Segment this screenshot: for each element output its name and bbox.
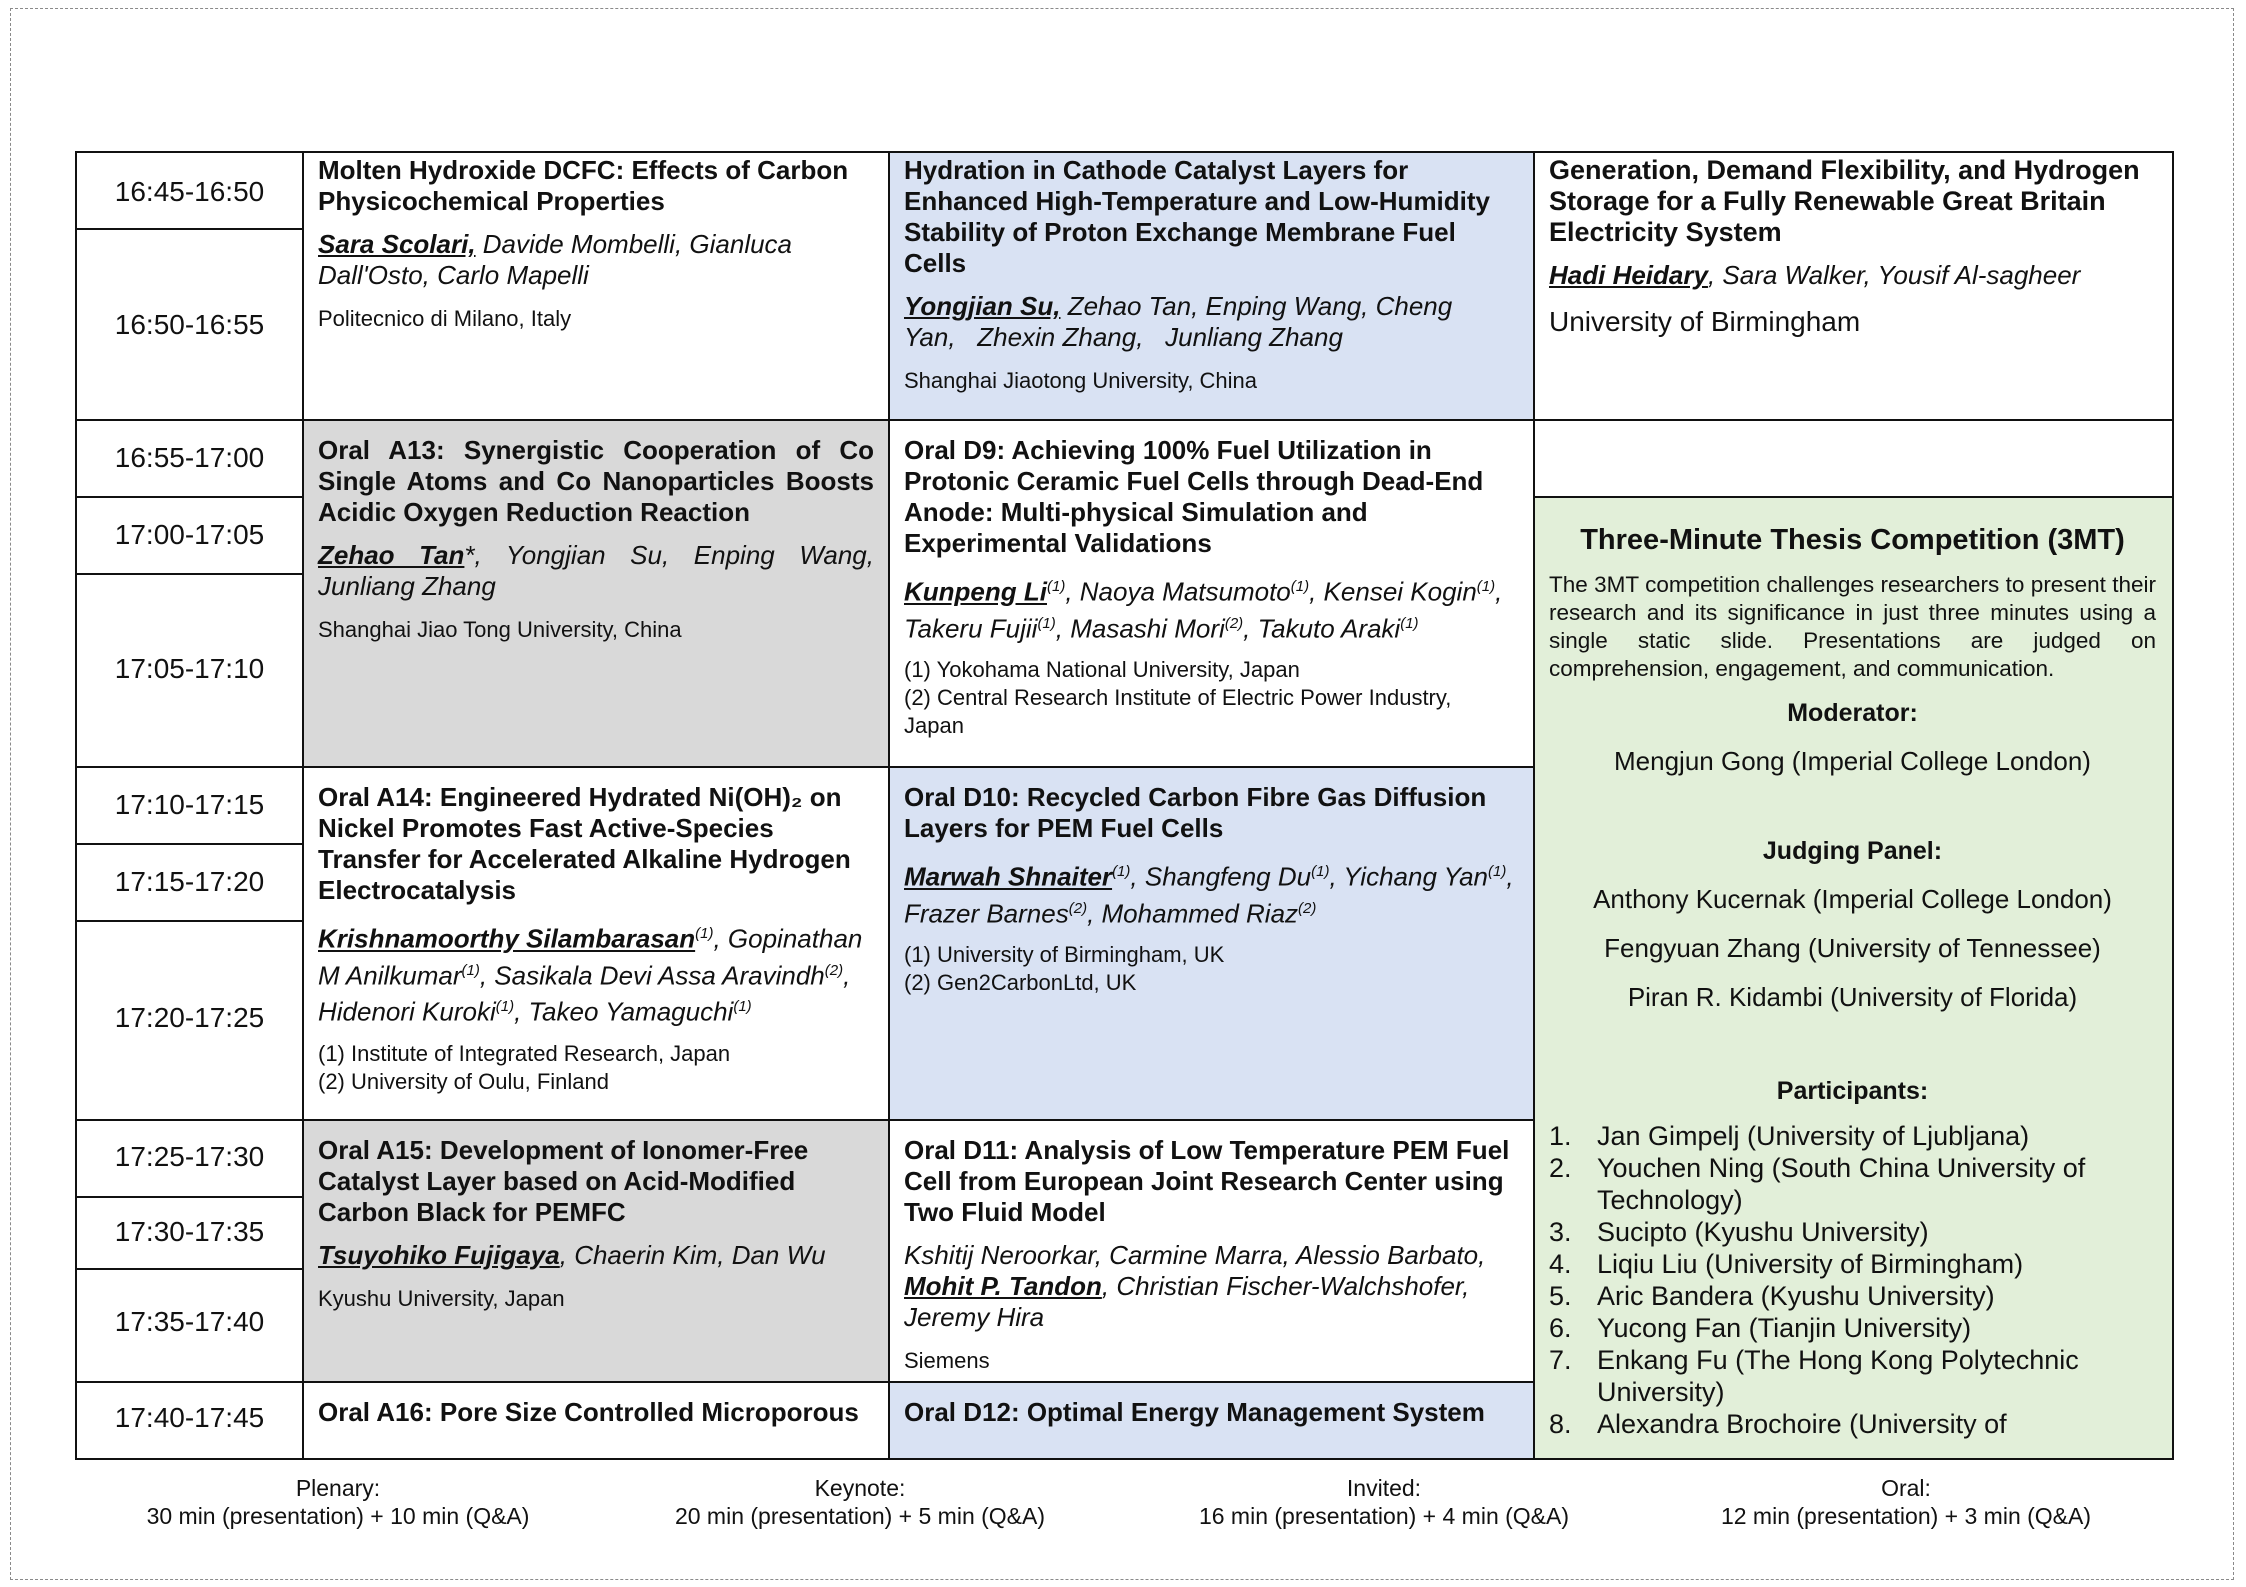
footer-plenary: Plenary: 30 min (presentation) + 10 min (Q&A) <box>146 1475 530 1529</box>
moderator-name: Mengjun Gong (Imperial College London) <box>1614 746 2091 776</box>
session-a16 <box>304 1383 890 1458</box>
session-title: Oral D12: Optimal Energy Management System <box>904 1397 1485 1427</box>
time-slot: 16:45-16:50 <box>114 176 265 207</box>
session-authors: Zehao Tan*, Yongjian Su, Enping Wang, Junliang Zhang <box>318 540 874 601</box>
time-slot: 17:00-17:05 <box>114 519 265 550</box>
three-minute-thesis-panel <box>1535 498 2172 1458</box>
session-title: Hydration in Cathode Catalyst Layers for Enhanced High-Temperature and Low-Humidity Stability of Proton Exchange Membrane Fuel Cells <box>904 155 1491 278</box>
participant-item: 6. Yucong Fan (Tianjin University) <box>1549 1313 1972 1343</box>
session-authors: Kshitij Neroorkar, Carmine Marra, Alessio Barbato, Mohit P. Tandon, Christian Fischer-Walchshofer, Jeremy Hira <box>904 1240 1486 1332</box>
presenter-name: Tsuyohiko Fujigaya <box>318 1240 560 1270</box>
session-authors: Yongjian Su, Zehao Tan, Enping Wang, Cheng Yan, Zhexin Zhang, Junliang Zhang <box>904 291 1453 352</box>
session-title: Oral D11: Analysis of Low Temperature PEM Fuel Cell from European Joint Research Center using Two Fluid Model <box>904 1135 1510 1227</box>
participant-item: 3. Sucipto (Kyushu University) <box>1549 1217 1929 1247</box>
session-title: Oral A15: Development of Ionomer-Free Catalyst Layer based on Acid-Modified Carbon Black for PEMFC <box>318 1135 809 1227</box>
tmt-description: The 3MT competition challenges researchers to present their research and its significance in just three minutes using a single static slide. Presentations are judged on comprehension, engagement, and communication. <box>1549 572 2156 681</box>
footer-invited: Invited: 16 min (presentation) + 4 min (Q&A) <box>1198 1475 1570 1529</box>
session-authors: Tsuyohiko Fujigaya, Chaerin Kim, Dan Wu <box>318 1240 826 1270</box>
time-slot: 16:50-16:55 <box>114 309 265 340</box>
session-affiliation: University of Birmingham <box>1549 306 1861 337</box>
session-d10 <box>890 768 1533 1119</box>
tmt-title: Three-Minute Thesis Competition (3MT) <box>1580 524 2125 556</box>
time-slot: 17:35-17:40 <box>114 1306 265 1337</box>
session-affiliation: Politecnico di Milano, Italy <box>318 306 572 331</box>
participants-heading: Participants: <box>1776 1077 1929 1105</box>
time-slot: 17:40-17:45 <box>114 1402 265 1433</box>
time-slot: 17:25-17:30 <box>114 1141 265 1172</box>
session-d9 <box>890 421 1533 766</box>
session-a14 <box>304 768 890 1119</box>
session-d11 <box>890 1121 1533 1381</box>
session-authors: Marwah Shnaiter$^{(1)}$, Shangfeng Du$^{(1)}$, Yichang Yan$^{(1)}$, Frazer Barnes$^{(2)}$, Mohammed Riaz$^{(2)}$ <box>904 861 1514 929</box>
session-title: Molten Hydroxide DCFC: Effects of Carbon Physicochemical Properties <box>318 155 849 216</box>
time-slot: 17:15-17:20 <box>114 866 265 897</box>
session-r-s1 <box>1535 153 2172 419</box>
moderator-heading: Moderator: <box>1787 699 1918 727</box>
session-title: Oral A13: Synergistic Cooperation of Co Single Atoms and Co Nanoparticles Boosts Acidic Oxygen Reduction Reaction <box>318 435 874 527</box>
judge-item: Anthony Kucernak (Imperial College London) <box>1593 884 2112 914</box>
session-title: Oral D10: Recycled Carbon Fibre Gas Diffusion Layers for PEM Fuel Cells <box>904 782 1487 843</box>
time-slot: 16:55-17:00 <box>114 442 265 473</box>
participant-item: 1. Jan Gimpelj (University of Ljubljana) <box>1549 1121 2030 1151</box>
judge-item: Fengyuan Zhang (University of Tennessee) <box>1604 933 2101 963</box>
session-affiliation: Shanghai Jiao Tong University, China <box>318 617 682 642</box>
presenter-name: Sara Scolari, <box>318 229 476 259</box>
session-authors: Kunpeng Li$^{(1)}$, Naoya Matsumoto$^{(1)}$, Kensei Kogin$^{(1)}$, Takeru Fujii$^{(1)}$, Masashi Mori$^{(2)}$, Takuto Araki$^{(1)}$ <box>904 576 1503 644</box>
judges-heading: Judging Panel: <box>1762 837 1943 865</box>
time-slot: 17:10-17:15 <box>114 789 265 820</box>
session-title: Oral A16: Pore Size Controlled Microporous <box>318 1397 859 1427</box>
session-affiliation: Shanghai Jiaotong University, China <box>904 368 1258 393</box>
session-affiliation: Siemens <box>904 1348 990 1373</box>
session-d12 <box>890 1383 1533 1458</box>
participant-item: 4. Liqiu Liu (University of Birmingham) <box>1549 1249 2024 1279</box>
time-slot: 17:30-17:35 <box>114 1216 265 1247</box>
participant-item: 8. Alexandra Brochoire (University of <box>1549 1409 2007 1439</box>
session-d-s1 <box>890 153 1533 419</box>
session-title: Oral D9: Achieving 100% Fuel Utilization in Protonic Ceramic Fuel Cells through Dead-End Anode: Multi-physical Simulation and Experimental Validations <box>904 435 1484 558</box>
participant-item: 2. Youchen Ning (South China University of Technology) <box>1549 1153 2086 1215</box>
presenter-name: Mohit P. Tandon <box>904 1271 1102 1301</box>
presenter-name: Zehao Tan <box>318 540 465 570</box>
session-affiliation: (1) Institute of Integrated Research, Japan (2) University of Oulu, Finland <box>318 1040 731 1094</box>
session-authors: Hadi Heidary, Sara Walker, Yousif Al-sagheer <box>1549 260 2081 290</box>
session-a-s1 <box>304 153 890 419</box>
presenter-name: Kunpeng Li <box>904 576 1047 607</box>
session-affiliation: (1) Yokohama National University, Japan (2) Central Research Institute of Electric Power Industry, Japan <box>904 657 1452 739</box>
time-slot: 17:05-17:10 <box>114 653 265 684</box>
time-slot: 17:20-17:25 <box>114 1002 265 1033</box>
footer-oral: Oral: 12 min (presentation) + 3 min (Q&A) <box>1720 1475 2092 1529</box>
presenter-name: Yongjian Su, <box>904 291 1061 321</box>
session-title: Generation, Demand Flexibility, and Hydrogen Storage for a Fully Renewable Great Britain Electricity System <box>1549 155 2140 247</box>
session-a13 <box>304 421 890 766</box>
footer-keynote: Keynote: 20 min (presentation) + 5 min (Q&A) <box>674 1475 1046 1529</box>
session-affiliation: (1) University of Birmingham, UK (2) Gen2CarbonLtd, UK <box>904 942 1225 996</box>
participants-list <box>1549 1120 2156 1440</box>
judge-item: Piran R. Kidambi (University of Florida) <box>1627 982 2078 1012</box>
session-title: Oral A14: Engineered Hydrated Ni(OH)₂ on Nickel Promotes Fast Active-Species Transfer for Accelerated Alkaline Hydrogen Electrocatalysis <box>318 782 851 905</box>
session-authors: Krishnamoorthy Silambarasan$^{(1)}$, Gopinathan M Anilkumar$^{(1)}$, Sasikala Devi Assa Aravindh$^{(2)}$, Hidenori Kuroki$^{(1)}$, Takeo Yamaguchi$^{(1)}$ <box>318 923 863 1027</box>
presenter-name: Marwah Shnaiter <box>904 861 1113 892</box>
session-affiliation: Kyushu University, Japan <box>318 1286 565 1311</box>
presenter-name: Hadi Heidary <box>1549 260 1708 290</box>
presenter-name: Krishnamoorthy Silambarasan <box>318 923 696 954</box>
session-authors: Sara Scolari, Davide Mombelli, Gianluca Dall'Osto, Carlo Mapelli <box>318 229 793 290</box>
participant-item: 5. Aric Bandera (Kyushu University) <box>1549 1281 1995 1311</box>
participant-item: 7. Enkang Fu (The Hong Kong Polytechnic University) <box>1549 1345 2079 1407</box>
session-a15 <box>304 1121 890 1381</box>
